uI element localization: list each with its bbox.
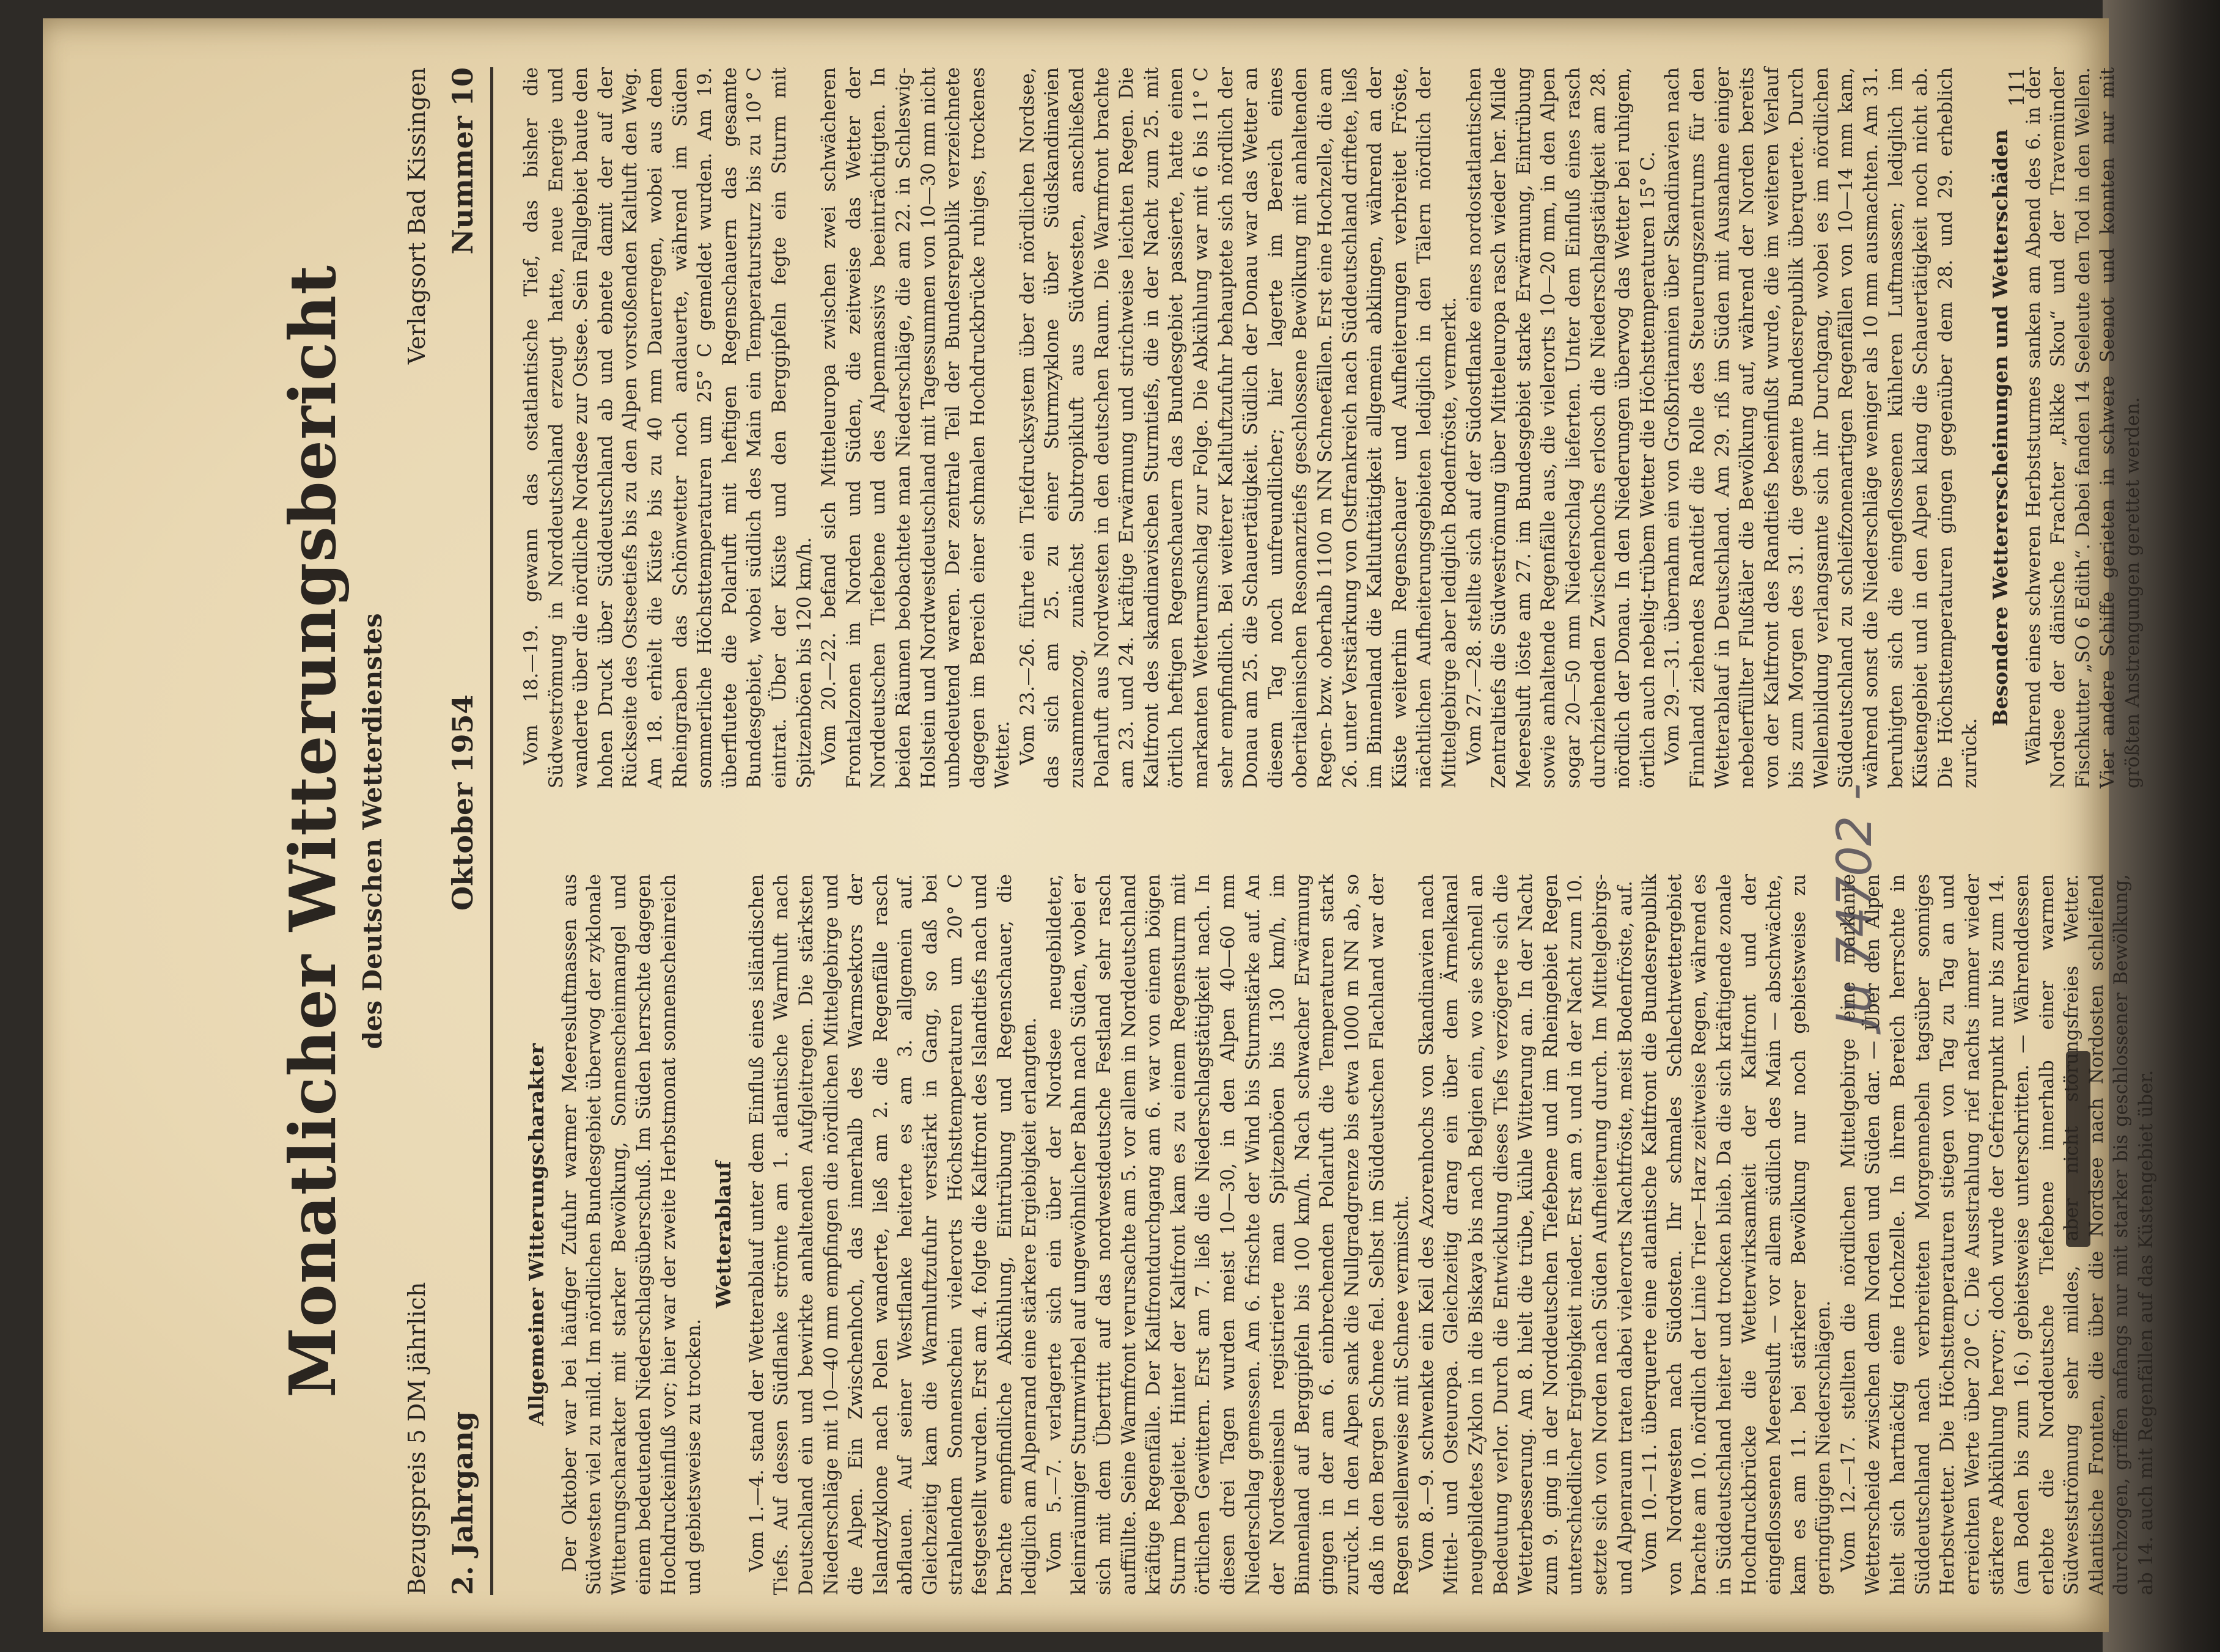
page-number: 111 — [2005, 67, 2029, 107]
masthead-subtitle: des Deutschen Wetterdienstes — [358, 613, 388, 1049]
volume: 2. Jahrgang — [446, 1411, 479, 1595]
section-heading: Wetterablauf — [711, 1161, 736, 1309]
price-row — [403, 67, 434, 1595]
paragraph: Vom 29.—31. übernahm ein von Großbritannien über Skandinavien nach Finnland ziehendes Randtief die Rolle des Steuerungszentrums für den Wetterablauf in Deutschland. Am 29. riß im Süden mit Ausnahme einiger nebelerfüllter Flußtäler die Bewölkung auf, während der Norden bereits von der Kaltfront des Randtiefs beeinflußt wurde, die im weiteren Verlauf bis zum Morgen des 31. die gesamte Bundesrepublik überquerte. Durch Wellenbildung verlangsamte sich ihr Durchgang, wobei es im nördlichen Süddeutschland zu schleifzonenartigen Regenfällen von 10—14 mm kam, während sonst die Niederschläge weniger als 10 mm ausmachten. Am 31. beruhigten sich die eingeflossenen kühleren Luftmassen; lediglich im Küstengebiet und in den Alpen klang die Schauertätigkeit noch nicht ab. Die Höchsttemperaturen gingen gegenüber dem 28. und 29. erheblich zurück. — [1662, 67, 1982, 788]
paragraph: Während eines schweren Herbststurmes sanken am Abend des 6. in der Nordsee der dänische Frachter „Rikke Skou“ und der Travemünder Fischkutter „SO 6 Edith“. Dabei fanden 14 Seeleute den Tod in den Wellen. Vier andere Schiffe gerieten in schwere Seenot und konnten nur mit größten Anstrengungen gerettet werden. — [2023, 67, 2144, 788]
paragraph: Vom 12.—17. stellten die nördlichen Mittelgebirge eine markante Wetterscheide zwischen dem Norden und Süden dar. — Über den Alpen hielt sich hartnäckig eine Hochzelle. In ihrem Bereich herrschte in Süddeutschland nach verbreiteten Morgennebeln tagsüber sonniges Herbstwetter. Die Höchsttemperaturen stiegen von Tag zu Tag an und erreichten Werte über 20° C. Die Ausstrahlung rief nachts immer wieder stärkere Abkühlung hervor; doch wurde der Gefrierpunkt nur bis zum 14. (am Boden bis zum 16.) gebietsweise unterschritten. — Währenddessen erlebte die Norddeutsche Tiefebene innerhalb einer warmen Südwestströmung sehr mildes, aber nicht störungsfreies Wetter. Atlantische Fronten, die über die Nordsee nach Nordosten schleifend durchzogen, griffen anfangs nur mit starker bis geschlossener Bewölkung, ab 14. auch mit Regenfällen auf das Küstengebiet über. — [1837, 874, 2157, 1595]
issue-number: Nummer 10 — [446, 67, 479, 255]
issue-row — [446, 67, 483, 1595]
text-column-left — [520, 874, 2157, 1595]
paragraph: Vom 23.—26. führte ein Tiefdrucksystem über der nördlichen Nordsee, das sich am 25. zu einer Sturmzyklone über Südskandinavien zusammenzog, zunächst Subtropikluft aus Südwesten, anschließend Polarluft aus Nordwesten in den deutschen Raum. Die Warmfront brachte am 23. und 24. kräftige Erwärmung und strichweise leichten Regen. Die Kaltfront des skandinavischen Sturmtiefs, die in der Nacht zum 25. mit örtlich heftigen Regenschauern das Bundesgebiet passierte, hatte einen markanten Wetterumschlag zur Folge. Die Abkühlung war mit 6 bis 11° C sehr empfindlich. Bei weiterer Kaltluftzufuhr behauptete sich nördlich der Donau am 25. die Schauertätigkeit. Südlich der Donau war das Wetter an diesem Tag noch unfreundlicher; hier lagerte im Bereich eines oberitalienischen Resonanztiefs geschlossene Bewölkung mit anhaltenden Regen- bzw. oberhalb 1100 m NN Schneefällen. Erst eine Hochzelle, die am 26. unter Verstärkung von Ostfrankreich nach Süddeutschland driftete, ließ im Binnenland die Kaltlufttätigkeit allgemein abklingen, während an der Küste weiterhin Regenschauer und Aufheiterungen verbreitet Fröste, nächtlichen Aufheiterungsgebieten lediglich in den Tälern nördlich der Mittelgebirge aber lediglich Bodenfröste, vermerkt. — [1016, 67, 1460, 788]
masthead-title: Monatlicher Witterungsbericht — [275, 265, 350, 1398]
paragraph: Vom 27.—28. stellte sich auf der Südostflanke eines nordostatlantischen Zentraltiefs die Südweströmung über Mitteleuropa rasch wieder her. Milde Meeresluft löste am 27. im Bundesgebiet starke Erwärmung, Eintrübung sowie anhaltende Regenfälle aus, die vielerorts 10—20 mm, in den Alpen sogar 20—50 mm Niederschlag lieferten. Unter dem Einfluß eines rasch durchziehenden Zwischenhochs erlosch die Niederschlagstätigkeit am 28. nördlich der Donau. In den Niederungen überwog das Wetter bei ruhigem, örtlich auch nebelig-trübem Wetter die Höchsttemperaturen 15° C. — [1463, 67, 1659, 788]
paragraph: Der Oktober war bei häufiger Zufuhr warmer Meeresluftmassen aus Südwesten viel zu mild. Im nördlichen Bundesgebiet überwog der zyklonale Witterungscharakter mit starker Bewölkung, Sonnenscheinmangel und einem bedeutenden Niederschlagsüberschuß. Im Süden herrschte dagegen Hochdruckeinfluß vor; hier war der zweite Herbstmonat sonnenscheinreich und gebietsweise zu trocken. — [559, 874, 705, 1595]
scanned-page — [43, 18, 2157, 1632]
subscription-price: Bezugspreis 5 DM jährlich — [403, 1282, 430, 1595]
paragraph: Vom 5.—7. verlagerte sich ein über der Nordsee neugebildeter, kleinräumiger Sturmwirbel auf ungewöhnlicher Bahn nach Süden, wobei er sich mit dem Übertritt auf das nordwestdeutsche Festland sehr rasch auffüllte. Seine Warmfront verursachte am 5. vor allem in Norddeutschland kräftige Regenfälle. Der Kaltfrontdurchgang am 6. war von einem böigen Sturm begleitet. Hinter der Kaltfront kam es zu einem Regensturm mit örtlichen Gewittern. Erst am 7. ließ die Niederschlagstätigkeit nach. In diesen drei Tagen wurden meist 10—30, in den Alpen 40—60 mm Niederschlag gemessen. Am 6. frischte der Wind bis Sturmstärke auf. An der Nordseeinseln registrierte man Spitzenböen bis 130 km/h, im Binnenland auf Berggipfeln bis 100 km/h. Nach schwacher Erwärmung gingen in der am 6. einbrechenden Polarluft die Temperaturen stark zurück. In den Alpen sank die Nullgradgrenze bis etwa 1000 m NN ab, so daß in den Bergen Schnee fiel. Selbst im Süddeutschen Flachland war der Regen stellenweise mit Schnee vermischt. — [1043, 874, 1413, 1595]
paragraph: Vom 18.—19. gewann das ostatlantische Tief, das bisher die Südweströmung in Norddeutschland erzeugt hatte, neue Energie und wanderte über die nördliche Nordsee zur Ostsee. Sein Fallgebiet baute den hohen Druck über Süddeutschland ab und ebnete damit der auf der Rückseite des Ostseetiefs bis zu den Alpen vorstoßenden Kaltluft den Weg. Am 18. erhielt die Küste bis zu 40 mm Dauerregen, wobei aus dem Rheingraben das Schönwetter noch andauerte, während im Süden sommerliche Höchsttemperaturen um 25° C gemeldet wurden. Am 19. überflutete die Polarluft mit heftigen Regenschauern das gesamte Bundesgebiet, wobei südlich des Main ein Temperatursturz bis zu 10° C eintrat. Über der Küste und den Berggipfeln fegte ein Sturm mit Spitzenböen bis 120 km/h. — [521, 67, 815, 788]
rotated-content — [251, 67, 2157, 1595]
header-rule — [490, 67, 493, 1595]
section-heading: Allgemeiner Witterungscharakter — [524, 1043, 548, 1426]
paragraph: Vom 1.—4. stand der Wetterablauf unter dem Einfluß eines isländischen Tiefs. Auf dessen Südflanke strömte am 1. atlantische Warmluft nach Deutschland ein und bewirkte anhaltenden Aufgleitregen. Die stärksten Niederschläge mit 10—40 mm empfingen die nördlichen Mittelgebirge und die Alpen. Ein Zwischenhoch, das innerhalb des Warmsektors der Islandzyklone nach Polen wanderte, ließ am 2. die Regenfälle rasch abflauen. Auf seiner Westflanke heiterte es am 3. allgemein auf. Gleichzeitig kam die Warmluftzufuhr verstärkt in Gang, so daß bei strahlendem Sonnenschein vielerorts Höchsttemperaturen um 20° C festgestellt wurden. Erst am 4. folgte die Kaltfront des Islandtiefs nach und brachte empfindliche Abkühlung, Eintrübung und Regenschauer, die lediglich am Alpenrand eine stärkere Ergiebigkeit erlangten. — [746, 874, 1041, 1595]
section-heading: Besondere Wettererscheinungen und Wetterschäden — [1988, 129, 2013, 727]
paragraph: Vom 10.—11. überquerte eine atlantische Kaltfront die Bundesrepublik von Nordwesten nach Südosten. Ihr schmales Schlechtwettergebiet brachte am 10. nördlich der Linie Trier—Harz zeitweise Regen, während es in Süddeutschland heiter und trocken blieb. Da die sich kräftigende zonale Hochdruckbrücke die Wetterwirksamkeit der Kaltfront und der eingeflossenen Meeresluft — vor allem südlich des Main — abschwächte, kam es am 11. bei stärkerer Bewölkung nur noch gebietsweise zu geringfügigen Niederschlägen. — [1639, 874, 1835, 1595]
paragraph: Vom 8.—9. schwenkte ein Keil des Azorenhochs von Skandinavien nach Mittel- und Osteuropa. Gleichzeitig drang ein über dem Ärmelkanal neugebildetes Zyklon in die Biskaya bis nach Belgien ein, wo sie schnell an Bedeutung verlor. Durch die Entwicklung dieses Tiefs verzögerte sich die Wetterbesserung. Am 8. hielt die trübe, kühle Witterung an. In der Nacht zum 9. ging in der Norddeutschen Tiefebene und im Rheingebiet Regen unterschiedlicher Ergiebigkeit nieder. Erst am 9. und in der Nacht zum 10. setzte sich von Norden nach Süden Aufheiterung durch. Im Mittelgebirgs- und Alpenraum traten dabei vielerorts Nachtfröste, meist Bodenfröste, auf. — [1416, 874, 1636, 1595]
paragraph: Vom 20.—22. befand sich Mitteleuropa zwischen zwei schwächeren Frontalzonen im Norden und Süden, die zeitweise das Wetter der Norddeutschen Tiefebene und des Alpenmassivs beeinträchtigten. In beiden Räumen beobachtete man Niederschläge, die am 22. in Schleswig-Holstein und Nordwestdeutschland mit Tagessummen von 10—30 mm nicht unbedeutend waren. Der zentrale Teil der Bundesrepublik verzeichnete dagegen im Bereich einer schmalen Hochdruckbrücke ruhiges, trockenes Wetter. — [818, 67, 1014, 788]
issue-month: Oktober 1954 — [446, 694, 479, 911]
handwritten-annotation: Ju 74702 - — [1828, 783, 1883, 1027]
publisher-location: Verlagsort Bad Kissingen — [403, 67, 430, 365]
